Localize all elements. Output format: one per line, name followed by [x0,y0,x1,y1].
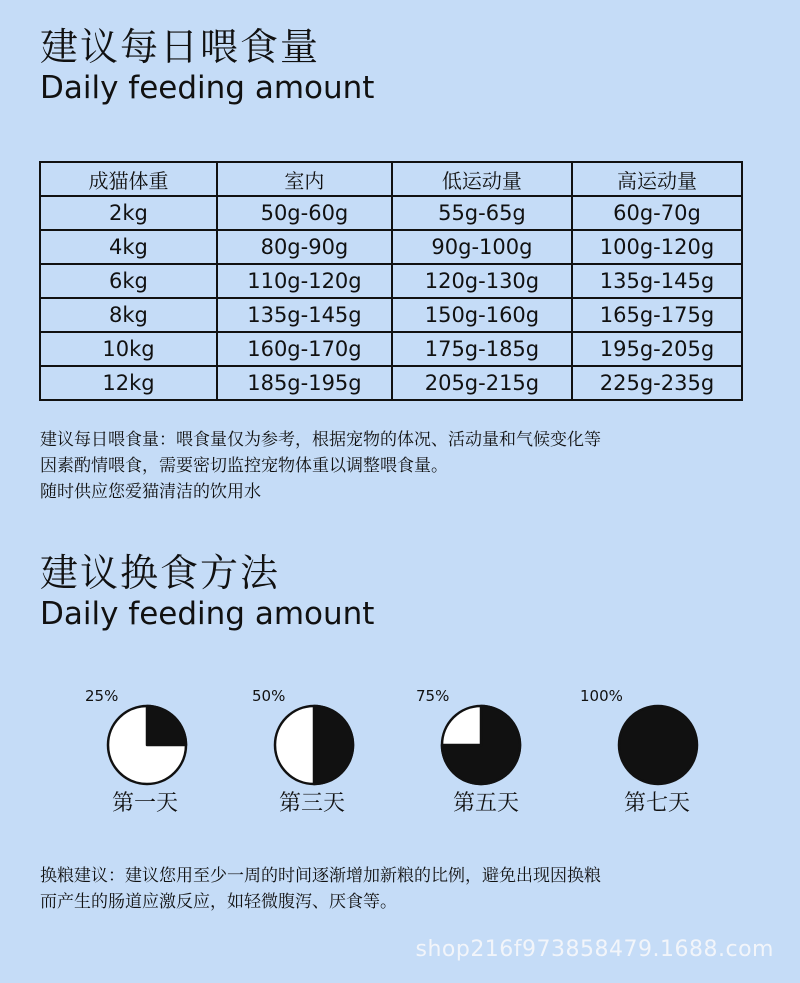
table-header-row [40,162,742,196]
pie-filled-slice [147,706,186,745]
table-cell: 165g-175g [572,298,742,332]
pie-day-label: 第七天 [623,791,690,816]
pie-percent-label: 50% [252,687,286,705]
pie-day-label: 第五天 [452,791,519,816]
table-cell: 12kg [40,366,217,400]
header-indoor: 室内 [217,162,392,196]
table-row [40,366,742,400]
table-row [40,298,742,332]
transition-title-en: Daily feeding amount [40,596,375,632]
table-cell: 150g-160g [392,298,572,332]
table-cell: 55g-65g [392,196,572,230]
transition-note-line: 换粮建议：建议您用至少一周的时间逐渐增加新粮的比例，避免出现因换粮 [40,866,601,886]
header-high-activity: 高运动量 [572,162,742,196]
pie-chart [439,703,523,787]
feeding-note-line: 因素酌情喂食，需要密切监控宠物体重以调整喂食量。 [40,456,448,476]
pie-day-7 [580,686,710,826]
table-row [40,196,742,230]
table-cell: 80g-90g [217,230,392,264]
table-cell: 135g-145g [572,264,742,298]
table-cell: 8kg [40,298,217,332]
feeding-title-en: Daily feeding amount [40,70,375,106]
pie-day-3 [252,686,382,826]
pie-chart [272,703,356,787]
table-cell: 135g-145g [217,298,392,332]
pie-percent-label: 100% [580,687,623,705]
table-row [40,230,742,264]
table-row [40,264,742,298]
pie-filled-slice [619,706,697,784]
table-cell: 175g-185g [392,332,572,366]
table-cell: 195g-205g [572,332,742,366]
transition-note-line: 而产生的肠道应激反应，如轻微腹泻、厌食等。 [40,892,397,912]
table-cell: 185g-195g [217,366,392,400]
table-cell: 50g-60g [217,196,392,230]
header-weight: 成猫体重 [40,162,217,196]
pie-percent-label: 25% [85,687,119,705]
transition-note [40,863,760,915]
pie-day-1 [85,686,215,826]
feeding-note-line: 建议每日喂食量：喂食量仅为参考，根据宠物的体况、活动量和气候变化等 [40,430,601,450]
feeding-table [39,161,743,401]
pie-day-label: 第一天 [111,791,178,816]
table-cell: 6kg [40,264,217,298]
table-cell: 2kg [40,196,217,230]
watermark: shop216f973858479.1688.com [415,937,774,962]
feeding-note [40,427,760,505]
table-cell: 160g-170g [217,332,392,366]
table-cell: 90g-100g [392,230,572,264]
table-cell: 225g-235g [572,366,742,400]
table-cell: 120g-130g [392,264,572,298]
pie-day-label: 第三天 [278,791,345,816]
pie-filled-slice [314,706,353,784]
transition-title-cn: 建议换食方法 [40,551,281,595]
pie-chart [105,703,189,787]
table-cell: 100g-120g [572,230,742,264]
table-cell: 4kg [40,230,217,264]
table-cell: 205g-215g [392,366,572,400]
pie-percent-label: 75% [416,687,450,705]
table-cell: 60g-70g [572,196,742,230]
pie-day-5 [416,686,546,826]
table-cell: 110g-120g [217,264,392,298]
table-cell: 10kg [40,332,217,366]
table-row [40,332,742,366]
water-note: 随时供应您爱猫清洁的饮用水 [40,482,261,502]
header-low-activity: 低运动量 [392,162,572,196]
feeding-title-cn: 建议每日喂食量 [40,25,321,69]
pie-chart [616,703,700,787]
